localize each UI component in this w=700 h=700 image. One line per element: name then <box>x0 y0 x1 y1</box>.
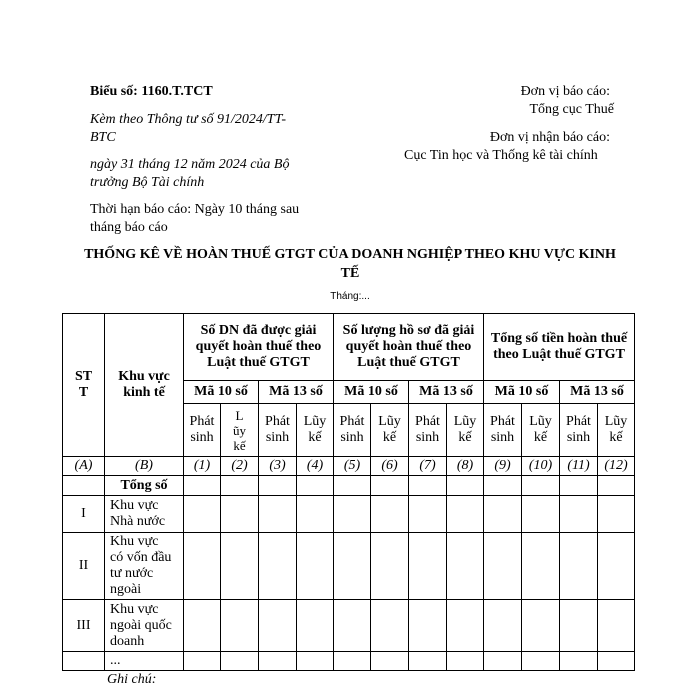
col-index: (3) <box>259 457 297 476</box>
cumulative-header: Lũy kế <box>598 404 635 457</box>
col-index: (12) <box>598 457 635 476</box>
circular-line-1: Kèm theo Thông tư số 91/2024/TT- <box>90 112 286 127</box>
deadline-line-1: Thời hạn báo cáo: Ngày 10 tháng sau <box>90 202 300 217</box>
row-stt: I <box>63 496 105 533</box>
receiving-unit: Cục Tin học và Thống kê tài chính <box>404 148 598 163</box>
arising-header: Phát sinh <box>259 404 297 457</box>
col-index: (4) <box>297 457 334 476</box>
col-header-sector: Khu vực kinh tế <box>105 314 184 457</box>
col-index: (9) <box>484 457 522 476</box>
col-header-stt: STT <box>63 314 105 457</box>
col-index: (B) <box>105 457 184 476</box>
form-code-label: Biểu số: <box>90 84 138 99</box>
cumulative-header: Lũy kế <box>221 404 259 457</box>
circular-line-3: ngày 31 tháng 12 năm 2024 của Bộ <box>90 157 290 172</box>
reporting-unit-label: Đơn vị báo cáo: <box>520 84 610 99</box>
table-row <box>63 533 635 600</box>
group-header-dossiers: Số lượng hồ sơ đã giải quyết hoàn thuế theo Luật thuế GTGT <box>334 314 484 381</box>
cumulative-header: Lũy kế <box>297 404 334 457</box>
report-title <box>55 245 645 283</box>
arising-header: Phát sinh <box>334 404 371 457</box>
table-header-row-1 <box>63 314 635 381</box>
col-index: (8) <box>447 457 484 476</box>
notes-label: Ghi chú: <box>107 672 157 687</box>
arising-header: Phát sinh <box>409 404 447 457</box>
report-table <box>62 313 635 671</box>
arising-header: Phát sinh <box>184 404 221 457</box>
code10-header: Mã 10 số <box>334 381 409 404</box>
code13-header: Mã 13 số <box>259 381 334 404</box>
cumulative-header: Lũy kế <box>447 404 484 457</box>
column-index-row <box>63 457 635 476</box>
col-index: (5) <box>334 457 371 476</box>
col-index: (A) <box>63 457 105 476</box>
form-code: 1160.T.TCT <box>141 84 213 99</box>
code10-header: Mã 10 số <box>484 381 560 404</box>
group-header-enterprises: Số DN đã được giải quyết hoàn thuế theo Luật thuế GTGT <box>184 314 334 381</box>
code13-header: Mã 13 số <box>560 381 635 404</box>
arising-header: Phát sinh <box>484 404 522 457</box>
row-sector: Khu vực có vốn đầu tư nước ngoài <box>105 533 184 600</box>
deadline-line-2: tháng báo cáo <box>90 220 168 235</box>
row-sector: Khu vực ngoài quốc doanh <box>105 600 184 652</box>
total-label: Tổng số <box>105 476 184 496</box>
circular-line-2: BTC <box>90 130 116 145</box>
arising-header: Phát sinh <box>560 404 598 457</box>
cumulative-header: Lũy kế <box>522 404 560 457</box>
group-header-amount: Tổng số tiền hoàn thuế theo Luật thuế GTGT <box>484 314 635 381</box>
col-index: (1) <box>184 457 221 476</box>
row-sector: ... <box>105 652 184 671</box>
col-index: (7) <box>409 457 447 476</box>
table-row <box>63 652 635 671</box>
col-index: (10) <box>522 457 560 476</box>
col-index: (2) <box>221 457 259 476</box>
table-row <box>63 496 635 533</box>
table-row-total <box>63 476 635 496</box>
cumulative-header: Lũy kế <box>371 404 409 457</box>
code10-header: Mã 10 số <box>184 381 259 404</box>
table-row <box>63 600 635 652</box>
receiving-unit-label: Đơn vị nhận báo cáo: <box>489 130 610 145</box>
report-title-line-2: TẾ <box>340 266 360 281</box>
row-stt: III <box>63 600 105 652</box>
row-sector: Khu vực Nhà nước <box>105 496 184 533</box>
circular-line-4: trưởng Bộ Tài chính <box>90 175 205 190</box>
col-index: (11) <box>560 457 598 476</box>
row-stt <box>63 652 105 671</box>
report-title-line-1: THỐNG KÊ VỀ HOÀN THUẾ GTGT CỦA DOANH NGHIỆP THEO KHU VỰC KINH <box>84 247 616 262</box>
form-code-line <box>90 82 330 102</box>
reporting-unit: Tổng cục Thuế <box>529 102 614 117</box>
row-stt: II <box>63 533 105 600</box>
month-label: Tháng:... <box>330 291 370 302</box>
col-index: (6) <box>371 457 409 476</box>
code13-header: Mã 13 số <box>409 381 484 404</box>
